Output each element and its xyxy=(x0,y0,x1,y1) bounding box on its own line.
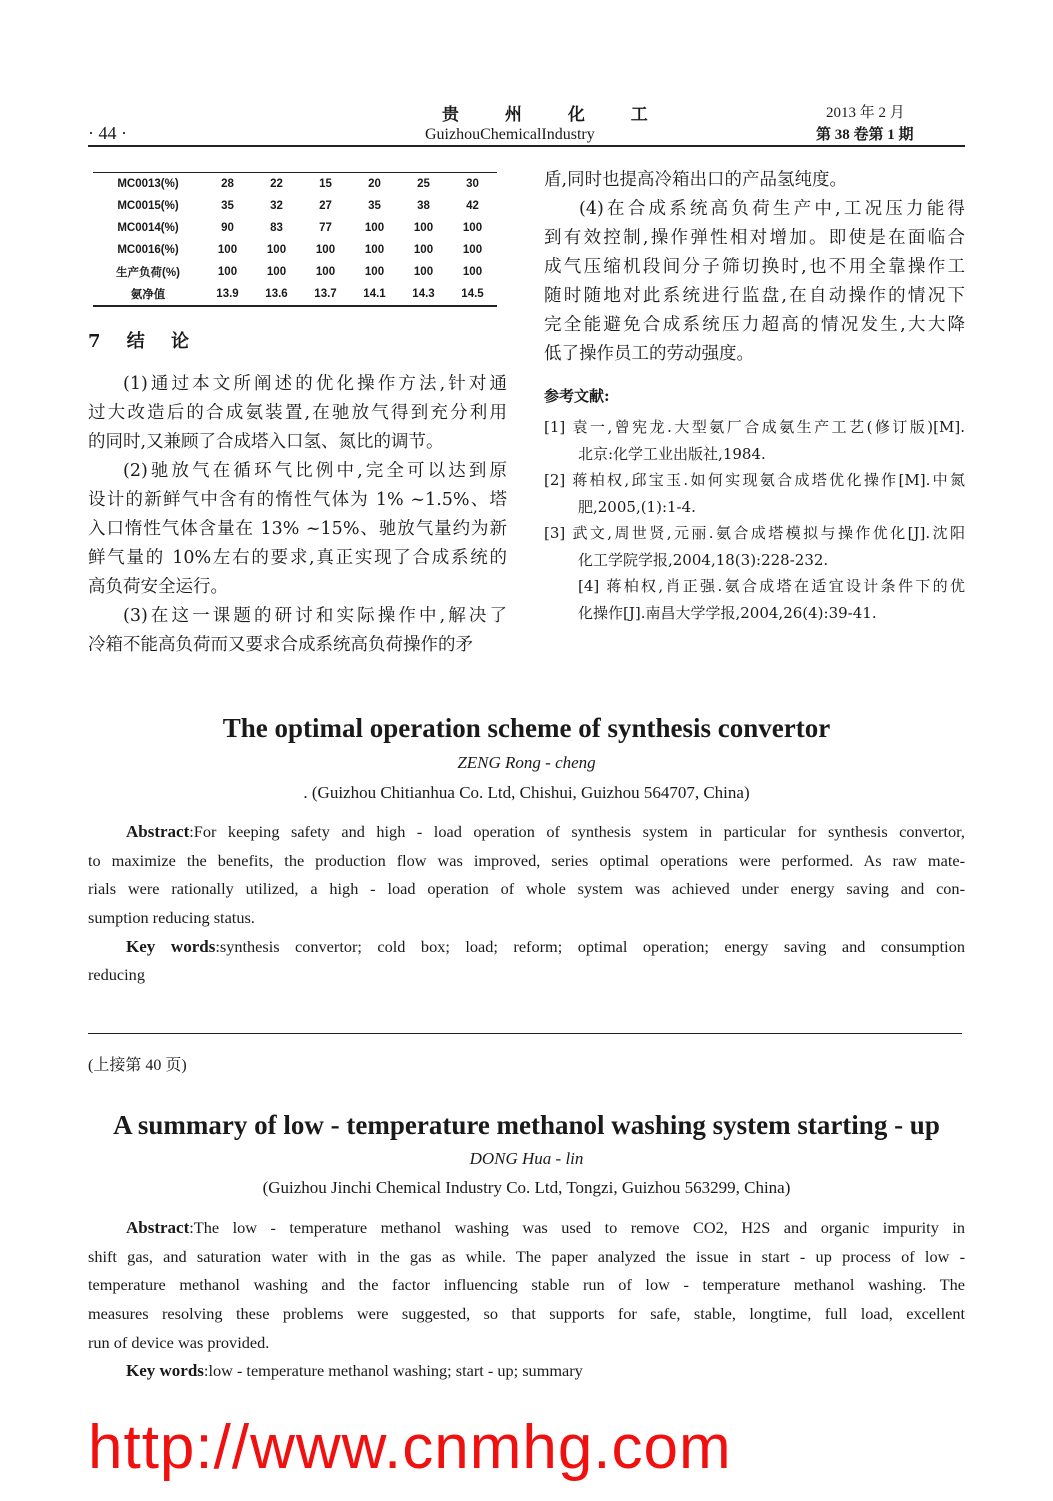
table-row xyxy=(93,173,497,195)
table-cell: 100 xyxy=(315,244,336,256)
table-cell: 22 xyxy=(270,178,283,190)
table-cell: 77 xyxy=(319,222,332,234)
table-cell: 90 xyxy=(221,222,234,234)
article2-affiliation: (Guizhou Jinchi Chemical Industry Co. Ltd, Tongzi, Guizhou 563299, China) xyxy=(262,1178,791,1197)
abstract-text: measures resolving these problems were suggested, so that supports for safe, stable, longtime, full load, excellent xyxy=(88,1304,965,1324)
table-cell: 32 xyxy=(270,200,283,212)
issue-date: 2013 年 2 月 xyxy=(826,105,905,121)
section-divider xyxy=(88,1033,962,1034)
table-cell: 100 xyxy=(364,266,385,278)
abstract-text: :For keeping safety and high - load operation of synthesis system in particular for synthesis convertor, xyxy=(189,822,965,841)
text-line: 鲜气量的 10%左右的要求,真正实现了合成系统的 xyxy=(88,548,507,568)
table-cell: 83 xyxy=(270,222,283,234)
row-label: MC0013(%) xyxy=(117,178,179,190)
table-cell: 100 xyxy=(266,244,287,256)
reference-line: 化操作[J].南昌大学学报,2004,26(4):39-41. xyxy=(578,603,877,622)
table-cell: 14.5 xyxy=(461,288,484,300)
abstract-text: sumption reducing status. xyxy=(88,908,255,928)
text-line: 到有效控制,操作弹性相对增加。即使是在面临合 xyxy=(544,228,965,248)
table-cell: 100 xyxy=(217,266,238,278)
article2-author: DONG Hua - lin xyxy=(469,1149,584,1168)
abstract-text: :The low - temperature methanol washing was used to remove CO2, H2S and organic impurity in xyxy=(189,1218,965,1237)
table-cell: 35 xyxy=(368,200,381,212)
references-heading: 参考文献: xyxy=(544,387,610,405)
article1-abstract xyxy=(88,818,965,990)
table-row xyxy=(93,239,497,261)
watermark: http://www.cnmhg.com xyxy=(88,1413,732,1482)
table-cell: 15 xyxy=(319,178,332,190)
header-rule xyxy=(88,145,965,147)
reference-line: [2] 蒋柏权,邱宝玉.如何实现氨合成塔优化操作[M].中氮 xyxy=(544,471,965,489)
table-row xyxy=(93,195,497,217)
abstract-line xyxy=(88,875,965,904)
article2-abstract xyxy=(88,1214,965,1386)
text-line: (4)在合成系统高负荷生产中,工况压力能得 xyxy=(579,199,965,219)
table-cell: 27 xyxy=(319,200,332,212)
text-line: 冷箱不能高负荷而又要求合成系统高负荷操作的矛 xyxy=(88,635,473,655)
table-cell: 100 xyxy=(413,244,434,256)
abstract-text: to maximize the benefits, the production flow was improved, series optimal operations were performed. As raw mate- xyxy=(88,850,965,870)
table-cell: 13.7 xyxy=(314,288,337,300)
table-cell: 100 xyxy=(315,266,336,278)
table-cell: 100 xyxy=(462,266,483,278)
reference-line: [4] 蒋柏权,肖正强.氨合成塔在适宜设计条件下的优 xyxy=(578,577,965,595)
text-line: (2)驰放气在循环气比例中,完全可以达到原 xyxy=(123,461,507,481)
data-table xyxy=(93,173,497,305)
table-cell: 13.9 xyxy=(216,288,239,300)
keywords-label: Key words xyxy=(126,1361,204,1381)
table-cell: 13.6 xyxy=(265,288,288,300)
references-list xyxy=(544,414,965,626)
journal-name-cn: 贵 州 化 工 xyxy=(442,105,668,125)
reference-line: 北京:化学工业出版社,1984. xyxy=(578,444,766,463)
abstract-text: run of device was provided. xyxy=(88,1332,270,1352)
table-cell: 28 xyxy=(221,178,234,190)
abstract-line xyxy=(88,1357,965,1386)
reference-line: 肥,2005,(1):1-4. xyxy=(578,497,696,516)
abstract-text: rials were rationally utilized, a high - load operation of whole system was achieved under energy saving and con- xyxy=(88,879,965,899)
table-cell: 100 xyxy=(364,244,385,256)
continued-note: (上接第 40 页) xyxy=(88,1057,187,1074)
text-line: 入口惰性气体含量在 13% ~15%、驰放气量约为新 xyxy=(88,519,507,539)
volume-issue: 第 38 卷第 1 期 xyxy=(816,127,914,143)
keywords-label: Key words xyxy=(126,936,216,956)
abstract-line xyxy=(88,818,965,847)
abstract-text: shift gas, and saturation water with in the gas as while. The paper analyzed the issue in start - up process of low - xyxy=(88,1246,965,1266)
text-line: 设计的新鲜气中含有的惰性气体为 1% ~1.5%、塔 xyxy=(88,490,507,510)
abstract-line xyxy=(88,1214,965,1243)
conclusion-text xyxy=(88,370,507,660)
abstract-text: :synthesis convertor; cold box; load; reform; optimal operation; energy saving and consumption xyxy=(215,936,965,956)
abstract-line xyxy=(88,1271,965,1300)
abstract-line xyxy=(88,847,965,876)
row-label: 生产负荷(%) xyxy=(116,267,180,279)
abstract-label: Abstract xyxy=(126,822,190,841)
text-line: 成气压缩机段间分子筛切换时,也不用全靠操作工 xyxy=(544,257,965,277)
text-line: 的同时,又兼顾了合成塔入口氢、氮比的调节。 xyxy=(88,432,444,452)
abstract-line xyxy=(88,1243,965,1272)
reference-line: [3] 武文,周世贤,元丽.氨合成塔模拟与操作优化[J].沈阳 xyxy=(544,524,965,542)
article1-title: The optimal operation scheme of synthesis convertor xyxy=(222,713,831,743)
section-heading: 7 结 论 xyxy=(88,331,200,352)
journal-name-en: GuizhouChemicalIndustry xyxy=(425,126,595,143)
table-cell: 35 xyxy=(221,200,234,212)
article2-title: A summary of low - temperature methanol washing system starting - up xyxy=(113,1110,940,1140)
abstract-text: reducing xyxy=(88,965,145,985)
table-cell: 100 xyxy=(462,222,483,234)
table-cell: 42 xyxy=(466,200,479,212)
text-line: 过大改造后的合成氨装置,在驰放气得到充分利用 xyxy=(88,403,507,423)
article1-author: ZENG Rong - cheng xyxy=(457,753,596,772)
abstract-label: Abstract xyxy=(126,1218,190,1237)
table-row xyxy=(93,283,497,305)
table-bottom-rule xyxy=(93,305,497,307)
reference-line: [1] 袁一,曾宪龙.大型氨厂合成氨生产工艺(修订版)[M]. xyxy=(544,418,965,436)
table-row xyxy=(93,261,497,283)
row-label: MC0016(%) xyxy=(117,244,179,256)
table-cell: 100 xyxy=(364,222,385,234)
table-cell: 14.3 xyxy=(412,288,435,300)
table-row xyxy=(93,217,497,239)
text-line: 低了操作员工的劳动强度。 xyxy=(544,344,754,364)
text-line: 高负荷安全运行。 xyxy=(88,577,228,597)
table-cell: 38 xyxy=(417,200,430,212)
table-cell: 20 xyxy=(368,178,381,190)
row-label: 氨净值 xyxy=(130,289,166,301)
abstract-line xyxy=(88,1300,965,1329)
reference-line: 化工学院学报,2004,18(3):228-232. xyxy=(578,550,829,569)
abstract-line xyxy=(88,1329,965,1358)
text-line: (1)通过本文所阐述的优化操作方法,针对通 xyxy=(123,374,507,394)
table-cell: 100 xyxy=(217,244,238,256)
table-cell: 14.1 xyxy=(363,288,386,300)
abstract-line xyxy=(88,933,965,962)
table-cell: 100 xyxy=(413,266,434,278)
page-number: · 44 · xyxy=(88,123,127,143)
abstract-line xyxy=(88,961,965,990)
abstract-line xyxy=(88,904,965,933)
abstract-text: :low - temperature methanol washing; start - up; summary xyxy=(203,1361,583,1381)
text-line: 完全能避免合成系统压力超高的情况发生,大大降 xyxy=(544,315,965,335)
table-cell: 100 xyxy=(266,266,287,278)
text-line: (3)在这一课题的研讨和实际操作中,解决了 xyxy=(123,606,507,626)
table-cell: 25 xyxy=(417,178,430,190)
text-line: 盾,同时也提高冷箱出口的产品氢纯度。 xyxy=(544,170,848,190)
row-label: MC0015(%) xyxy=(117,200,179,212)
table-cell: 100 xyxy=(462,244,483,256)
table-cell: 100 xyxy=(413,222,434,234)
row-label: MC0014(%) xyxy=(117,222,179,234)
abstract-text: temperature methanol washing and the factor influencing stable run of low - temperature methanol washing. The xyxy=(88,1275,965,1295)
text-line: 随时随地对此系统进行监盘,在自动操作的情况下 xyxy=(544,286,965,306)
article1-affiliation: . (Guizhou Chitianhua Co. Ltd, Chishui, Guizhou 564707, China) xyxy=(303,783,750,802)
right-column-text xyxy=(544,166,965,369)
table-cell: 30 xyxy=(466,178,479,190)
